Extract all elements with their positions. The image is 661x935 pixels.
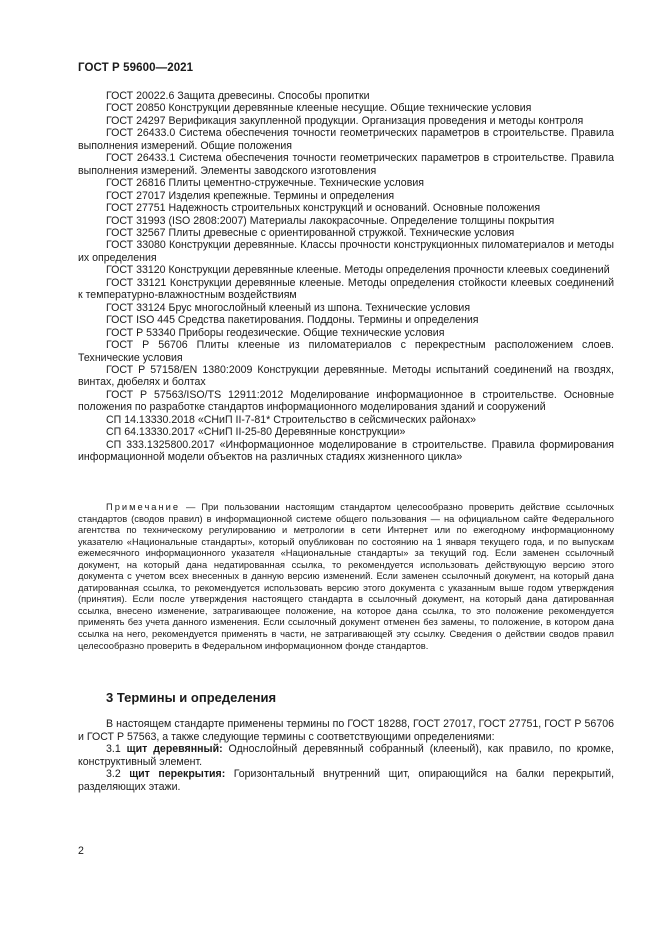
term-text: Горизонтальный внутренний щит, опирающийся на балки перекрытий, разделяющих этажи.: [78, 768, 615, 793]
note-label: Примечание: [106, 502, 181, 512]
term-name: щит деревянный:: [126, 743, 223, 756]
page-number: 2: [78, 845, 84, 857]
reference-item: ГОСТ 26433.1 Система обеспечения точности геометрических параметров в строительстве. Правила выполнения измерений. Элементы заводского изготовления: [78, 152, 614, 177]
reference-item: СП 14.13330.2018 «СНиП II-7-81* Строительство в сейсмических районах»: [106, 413, 477, 426]
term-text: Однослойный деревянный собранный (клееный), как правило, по кромке, конструктивный элемент.: [78, 743, 614, 768]
reference-item: ГОСТ Р 57158/EN 1380:2009 Конструкции деревянные. Методы испытаний соединений на гвоздях, винтах, дюбелях и болтах: [78, 363, 614, 389]
reference-item: ГОСТ Р 57563/ISO/TS 12911:2012 Моделирование информационное в строительстве. Основные положения по разработке стандартов информационного моделирования зданий и сооружений: [78, 388, 614, 414]
term-name: щит перекрытия:: [129, 768, 226, 781]
term-number: 3.1: [106, 743, 121, 756]
term-definition: [78, 743, 614, 768]
note-dash: —: [180, 502, 202, 512]
reference-item: ГОСТ 20850 Конструкции деревянные клееные несущие. Общие технические условия: [106, 102, 532, 115]
note-paragraph: [78, 502, 614, 652]
reference-item: ГОСТ 32567 Плиты древесные с ориентированной стружкой. Технические условия: [106, 226, 515, 239]
reference-item: ГОСТ Р 53340 Приборы геодезические. Общие технические условия: [106, 326, 445, 339]
reference-item: ГОСТ 20022.6 Защита древесины. Способы пропитки: [106, 90, 370, 102]
note-text: При пользовании настоящим стандартом целесообразно проверить действие ссылочных стандартов (сводов правил) в информационной системе общего пользования — на официальном сайте Федерального агентства по техническому регулированию и метрологии в сети Интернет или по ежегодному информационному указателю «Национальные стандарты», который опубликован по состоянию на 1 января текущего года, и по выпускам ежемесячного информационного указателя «Национальные стандарты» за текущий год. Если заменен ссылочный документ, на который дана недатированная ссылка, то рекомендуется использовать действующую версию этого документа с учетом всех внесенных в данную версию изменений. Если заменен ссылочный документ, на который дана датированная ссылка, то рекомендуется использовать версию этого документа с указанным выше годом утверждения (принятия). Если после утверждения настоящего стандарта в ссылочный документ, на который дана датированная ссылка, внесено изменение, затрагивающее положение, на которое дана ссылка, то это положение рекомендуется применять без учета данного изменения. Если ссылочный документ отменен без замены, то положение, в котором дана ссылка на него, рекомендуется применять в части, не затрагивающей эту ссылку. Сведения о действии сводов правил целесообразно проверить в Федеральном информационном фонде стандартов.: [78, 502, 614, 651]
reference-item: ГОСТ 27017 Изделия крепежные. Термины и определения: [106, 189, 395, 202]
document-header: ГОСТ Р 59600—2021: [78, 62, 194, 74]
term-number: 3.2: [106, 768, 121, 781]
reference-item: СП 333.1325800.2017 «Информационное моделирование в строительстве. Правила формирования информационной модели объектов на различных стадиях жизненного цикла»: [78, 438, 614, 464]
section-title: 3 Термины и определения: [106, 690, 277, 705]
reference-item: ГОСТ 27751 Надежность строительных конструкций и оснований. Основные положения: [106, 202, 541, 215]
reference-item: ГОСТ ISO 445 Средства пакетирования. Поддоны. Термины и определения: [106, 314, 479, 327]
reference-item: ГОСТ 26433.0 Система обеспечения точности геометрических параметров в строительстве. Правила выполнения измерений. Общие положения: [78, 127, 614, 152]
reference-item: СП 64.13330.2017 «СНиП II-25-80 Деревянные конструкции»: [106, 426, 406, 439]
reference-item: ГОСТ 31993 (ISO 2808:2007) Материалы лакокрасочные. Определение толщины покрытия: [106, 214, 555, 227]
reference-item: ГОСТ 33121 Конструкции деревянные клееные. Методы определения стойкости клеевых соединений к температурно-влажностным воздействиям: [78, 276, 614, 302]
reference-item: ГОСТ 33120 Конструкции деревянные клееные. Методы определения прочности клеевых соединений: [106, 264, 610, 277]
section-body: [78, 718, 614, 794]
references-list: [78, 90, 614, 464]
reference-item: ГОСТ Р 56706 Плиты клееные из пиломатериалов с перекрестным расположением слоев. Технические условия: [78, 339, 614, 364]
reference-item: ГОСТ 33080 Конструкции деревянные. Классы прочности конструкционных пиломатериалов и методы их определения: [78, 239, 614, 264]
reference-item: ГОСТ 24297 Верификация закупленной продукции. Организация проведения и методы контроля: [106, 114, 584, 127]
reference-item: ГОСТ 26816 Плиты цементно-стружечные. Технические условия: [106, 177, 424, 190]
reference-item: ГОСТ 33124 Брус многослойный клееный из шпона. Технические условия: [106, 301, 471, 314]
section-intro: В настоящем стандарте применены термины по ГОСТ 18288, ГОСТ 27017, ГОСТ 27751, ГОСТ Р 56706 и ГОСТ Р 57563, а также следующие термины с соответствующими определениями:: [78, 718, 614, 743]
term-definition: [78, 768, 614, 793]
